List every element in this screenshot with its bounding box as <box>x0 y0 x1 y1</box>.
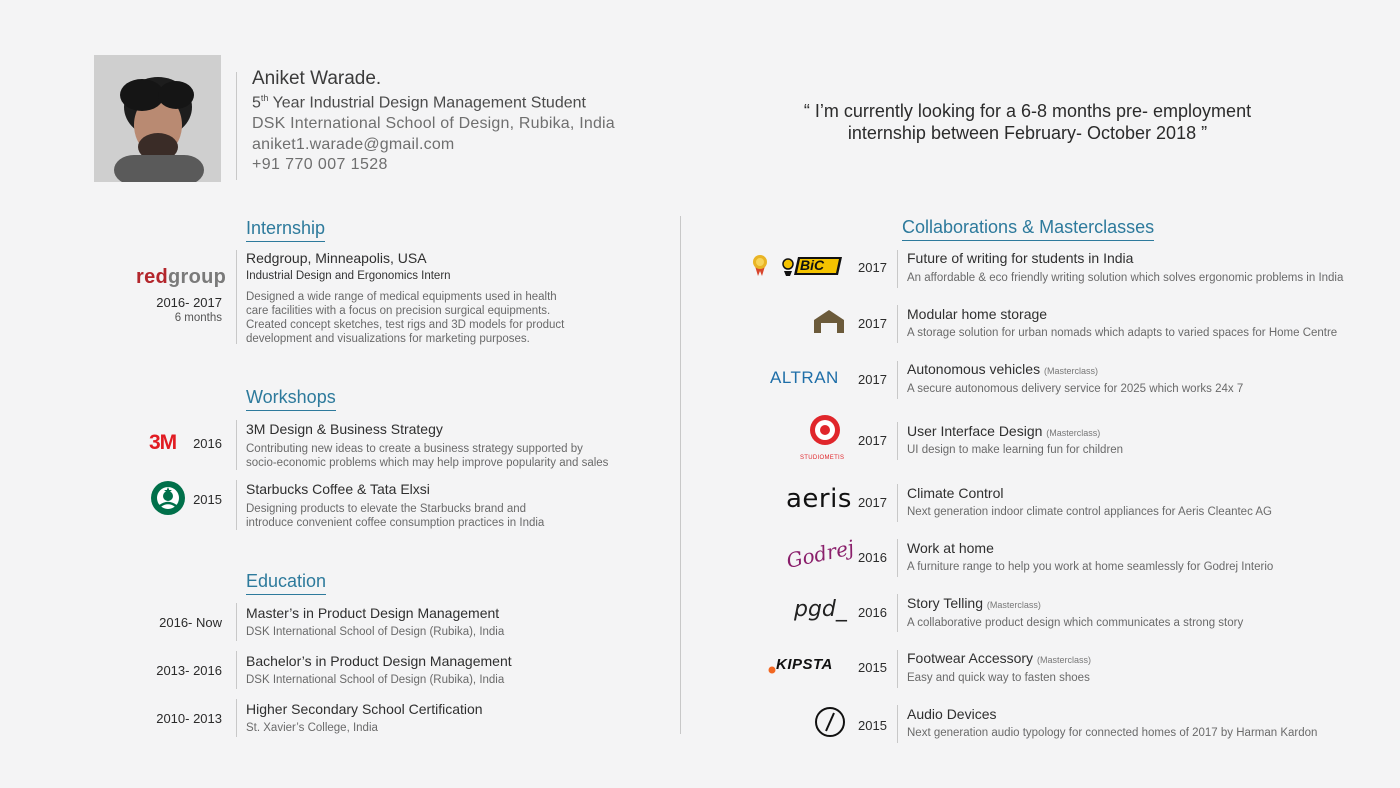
profile-name: Aniket Warade. <box>252 68 382 89</box>
education-year: 2010- 2013 <box>156 711 222 726</box>
header-divider <box>236 72 237 180</box>
collab-description: Next generation audio typology for connected homes of 2017 by Harman Kardon <box>907 727 1318 739</box>
collab-description: Next generation indoor climate control appliances for Aeris Cleantec AG <box>907 506 1273 518</box>
starbucks-logo <box>150 480 186 521</box>
workshop-bar <box>236 480 237 530</box>
starbucks-siren-icon <box>150 480 186 516</box>
collab-bar <box>897 705 898 743</box>
collab-bar <box>897 422 898 460</box>
collab-year: 2017 <box>858 433 887 448</box>
collab-bar <box>897 305 898 343</box>
education-degree: Bachelor’s in Product Design Management <box>246 653 512 669</box>
collab-title-text: User Interface Design <box>907 423 1043 439</box>
workshops-heading: Workshops <box>246 387 336 411</box>
workshop-desc-line: introduce convenient coffee consumption practices in India <box>246 517 545 529</box>
godrej-logo: Godrej <box>784 535 857 573</box>
internship-bar <box>236 250 237 344</box>
workshop-bar <box>236 420 237 470</box>
internship-desc-line: care facilities with a focus on precision surgical equipments. <box>246 305 551 317</box>
bic-logo-text: BiC <box>800 257 825 273</box>
profile-phone: +91 770 007 1528 <box>252 156 388 173</box>
house-icon <box>812 308 846 334</box>
workshop-title: Starbucks Coffee & Tata Elxsi <box>246 481 430 497</box>
collab-year: 2017 <box>858 260 887 275</box>
collab-year: 2017 <box>858 495 887 510</box>
studiometis-logo-text: STUDIOMETIS <box>800 455 845 461</box>
collab-bar <box>897 250 898 288</box>
education-bar <box>236 699 237 737</box>
workshop-title: 3M Design & Business Strategy <box>246 421 443 437</box>
collab-title: Modular home storage <box>907 306 1048 322</box>
redgroup-logo-red: red <box>136 266 169 288</box>
internship-company: Redgroup, Minneapolis, USA <box>246 250 427 266</box>
workshop-year: 2015 <box>193 492 222 507</box>
education-degree: Master’s in Product Design Management <box>246 605 500 621</box>
collab-description: An affordable & eco friendly writing solution which solves ergonomic problems in India <box>907 272 1344 284</box>
redgroup-logo <box>136 266 226 289</box>
collab-title <box>907 650 1091 666</box>
collab-year: 2017 <box>858 316 887 331</box>
collab-bar <box>897 484 898 522</box>
studiometis-mark-icon <box>806 414 844 450</box>
workshop-description <box>246 442 646 470</box>
masterclass-tag: (Masterclass) <box>1036 655 1091 665</box>
masterclass-tag: (Masterclass) <box>986 600 1041 610</box>
availability-quote <box>740 100 1315 144</box>
internship-description <box>246 290 646 346</box>
quote-line-2: internship between February- October 2018 ” <box>847 123 1208 143</box>
education-bar <box>236 651 237 689</box>
collab-title-text: Footwear Accessory <box>907 650 1034 666</box>
masterclass-tag: (Masterclass) <box>1043 366 1098 376</box>
collab-bar <box>897 650 898 688</box>
pgd-logo: pgd_ <box>794 597 847 622</box>
column-divider <box>680 216 681 734</box>
orange-dot-icon <box>768 666 776 674</box>
internship-years: 2016- 2017 <box>156 295 222 310</box>
collab-title-text: Story Telling <box>907 595 984 611</box>
collab-title <box>907 595 1041 611</box>
masterclass-tag: (Masterclass) <box>1046 428 1101 438</box>
internship-position: Industrial Design and Ergonomics Intern <box>246 270 451 282</box>
role-number: 5 <box>252 94 261 112</box>
collab-year: 2015 <box>858 660 887 675</box>
redgroup-logo-group: group <box>168 266 227 288</box>
collab-description: Easy and quick way to fasten shoes <box>907 672 1090 684</box>
kipsta-logo: KIPSTA <box>776 656 833 673</box>
collab-title-text: Autonomous vehicles <box>907 361 1041 377</box>
collab-year: 2016 <box>858 550 887 565</box>
collab-title <box>907 423 1100 439</box>
role-text: Year Industrial Design Management Student <box>268 94 586 112</box>
collab-title: Future of writing for students in India <box>907 250 1134 266</box>
internship-desc-line: Created concept sketches, test rigs and 3D models for product <box>246 319 565 331</box>
education-school: St. Xavier’s College, India <box>246 722 378 734</box>
collab-title <box>907 361 1098 377</box>
collab-year: 2016 <box>858 605 887 620</box>
collab-description: A secure autonomous delivery service for 2025 which works 24x 7 <box>907 383 1244 395</box>
workshop-description <box>246 502 646 530</box>
kipsta-dot-icon <box>768 661 776 679</box>
profile-role <box>252 93 586 112</box>
collab-bar <box>897 539 898 577</box>
collab-description: A furniture range to help you work at home seamlessly for Godrej Interio <box>907 561 1274 573</box>
medal-icon <box>752 254 768 276</box>
collab-bar <box>897 594 898 632</box>
role-superscript: th <box>260 93 269 103</box>
slash-circle-icon <box>814 706 846 738</box>
collab-year: 2015 <box>858 718 887 733</box>
award-medal-icon <box>752 254 768 281</box>
workshop-year: 2016 <box>193 436 222 451</box>
internship-duration: 6 months <box>174 312 222 324</box>
3m-logo: 3M <box>149 431 177 454</box>
collab-description: UI design to make learning fun for children <box>907 444 1124 456</box>
education-degree: Higher Secondary School Certification <box>246 701 483 717</box>
portrait-image <box>94 55 221 182</box>
education-bar <box>236 603 237 641</box>
collab-title: Audio Devices <box>907 706 997 722</box>
education-heading: Education <box>246 571 326 595</box>
education-school: DSK International School of Design (Rubika), India <box>246 674 505 686</box>
home-centre-logo <box>812 308 846 339</box>
workshop-desc-line: socio-economic problems which may help improve popularity and sales <box>246 457 609 469</box>
collab-description: A collaborative product design which communicates a strong story <box>907 617 1244 629</box>
aeris-logo: aeris <box>786 484 852 514</box>
collab-title: Climate Control <box>907 485 1004 501</box>
workshop-desc-line: Contributing new ideas to create a business strategy supported by <box>246 443 583 455</box>
education-year: 2016- Now <box>159 615 222 630</box>
collab-year: 2017 <box>858 372 887 387</box>
collab-bar <box>897 361 898 399</box>
harman-kardon-logo <box>814 706 846 743</box>
internship-heading: Internship <box>246 218 325 242</box>
collab-description: A storage solution for urban nomads which adapts to varied spaces for Home Centre <box>907 327 1338 339</box>
altran-logo: ALTRAN <box>770 368 839 387</box>
internship-desc-line: development and visualizations for marketing purposes. <box>246 333 530 345</box>
collaborations-heading: Collaborations & Masterclasses <box>902 217 1154 241</box>
profile-email[interactable]: aniket1.warade@gmail.com <box>252 136 455 153</box>
workshop-desc-line: Designing products to elevate the Starbucks brand and <box>246 503 527 515</box>
education-school: DSK International School of Design (Rubika), India <box>246 626 505 638</box>
profile-school: DSK International School of Design, Rubika, India <box>252 115 615 132</box>
studiometis-logo <box>806 414 844 455</box>
education-year: 2013- 2016 <box>156 663 222 678</box>
collab-title: Work at home <box>907 540 994 556</box>
profile-photo <box>94 55 221 182</box>
quote-line-1: “ I’m currently looking for a 6-8 months pre- employment <box>803 101 1252 121</box>
internship-desc-line: Designed a wide range of medical equipments used in health <box>246 291 557 303</box>
